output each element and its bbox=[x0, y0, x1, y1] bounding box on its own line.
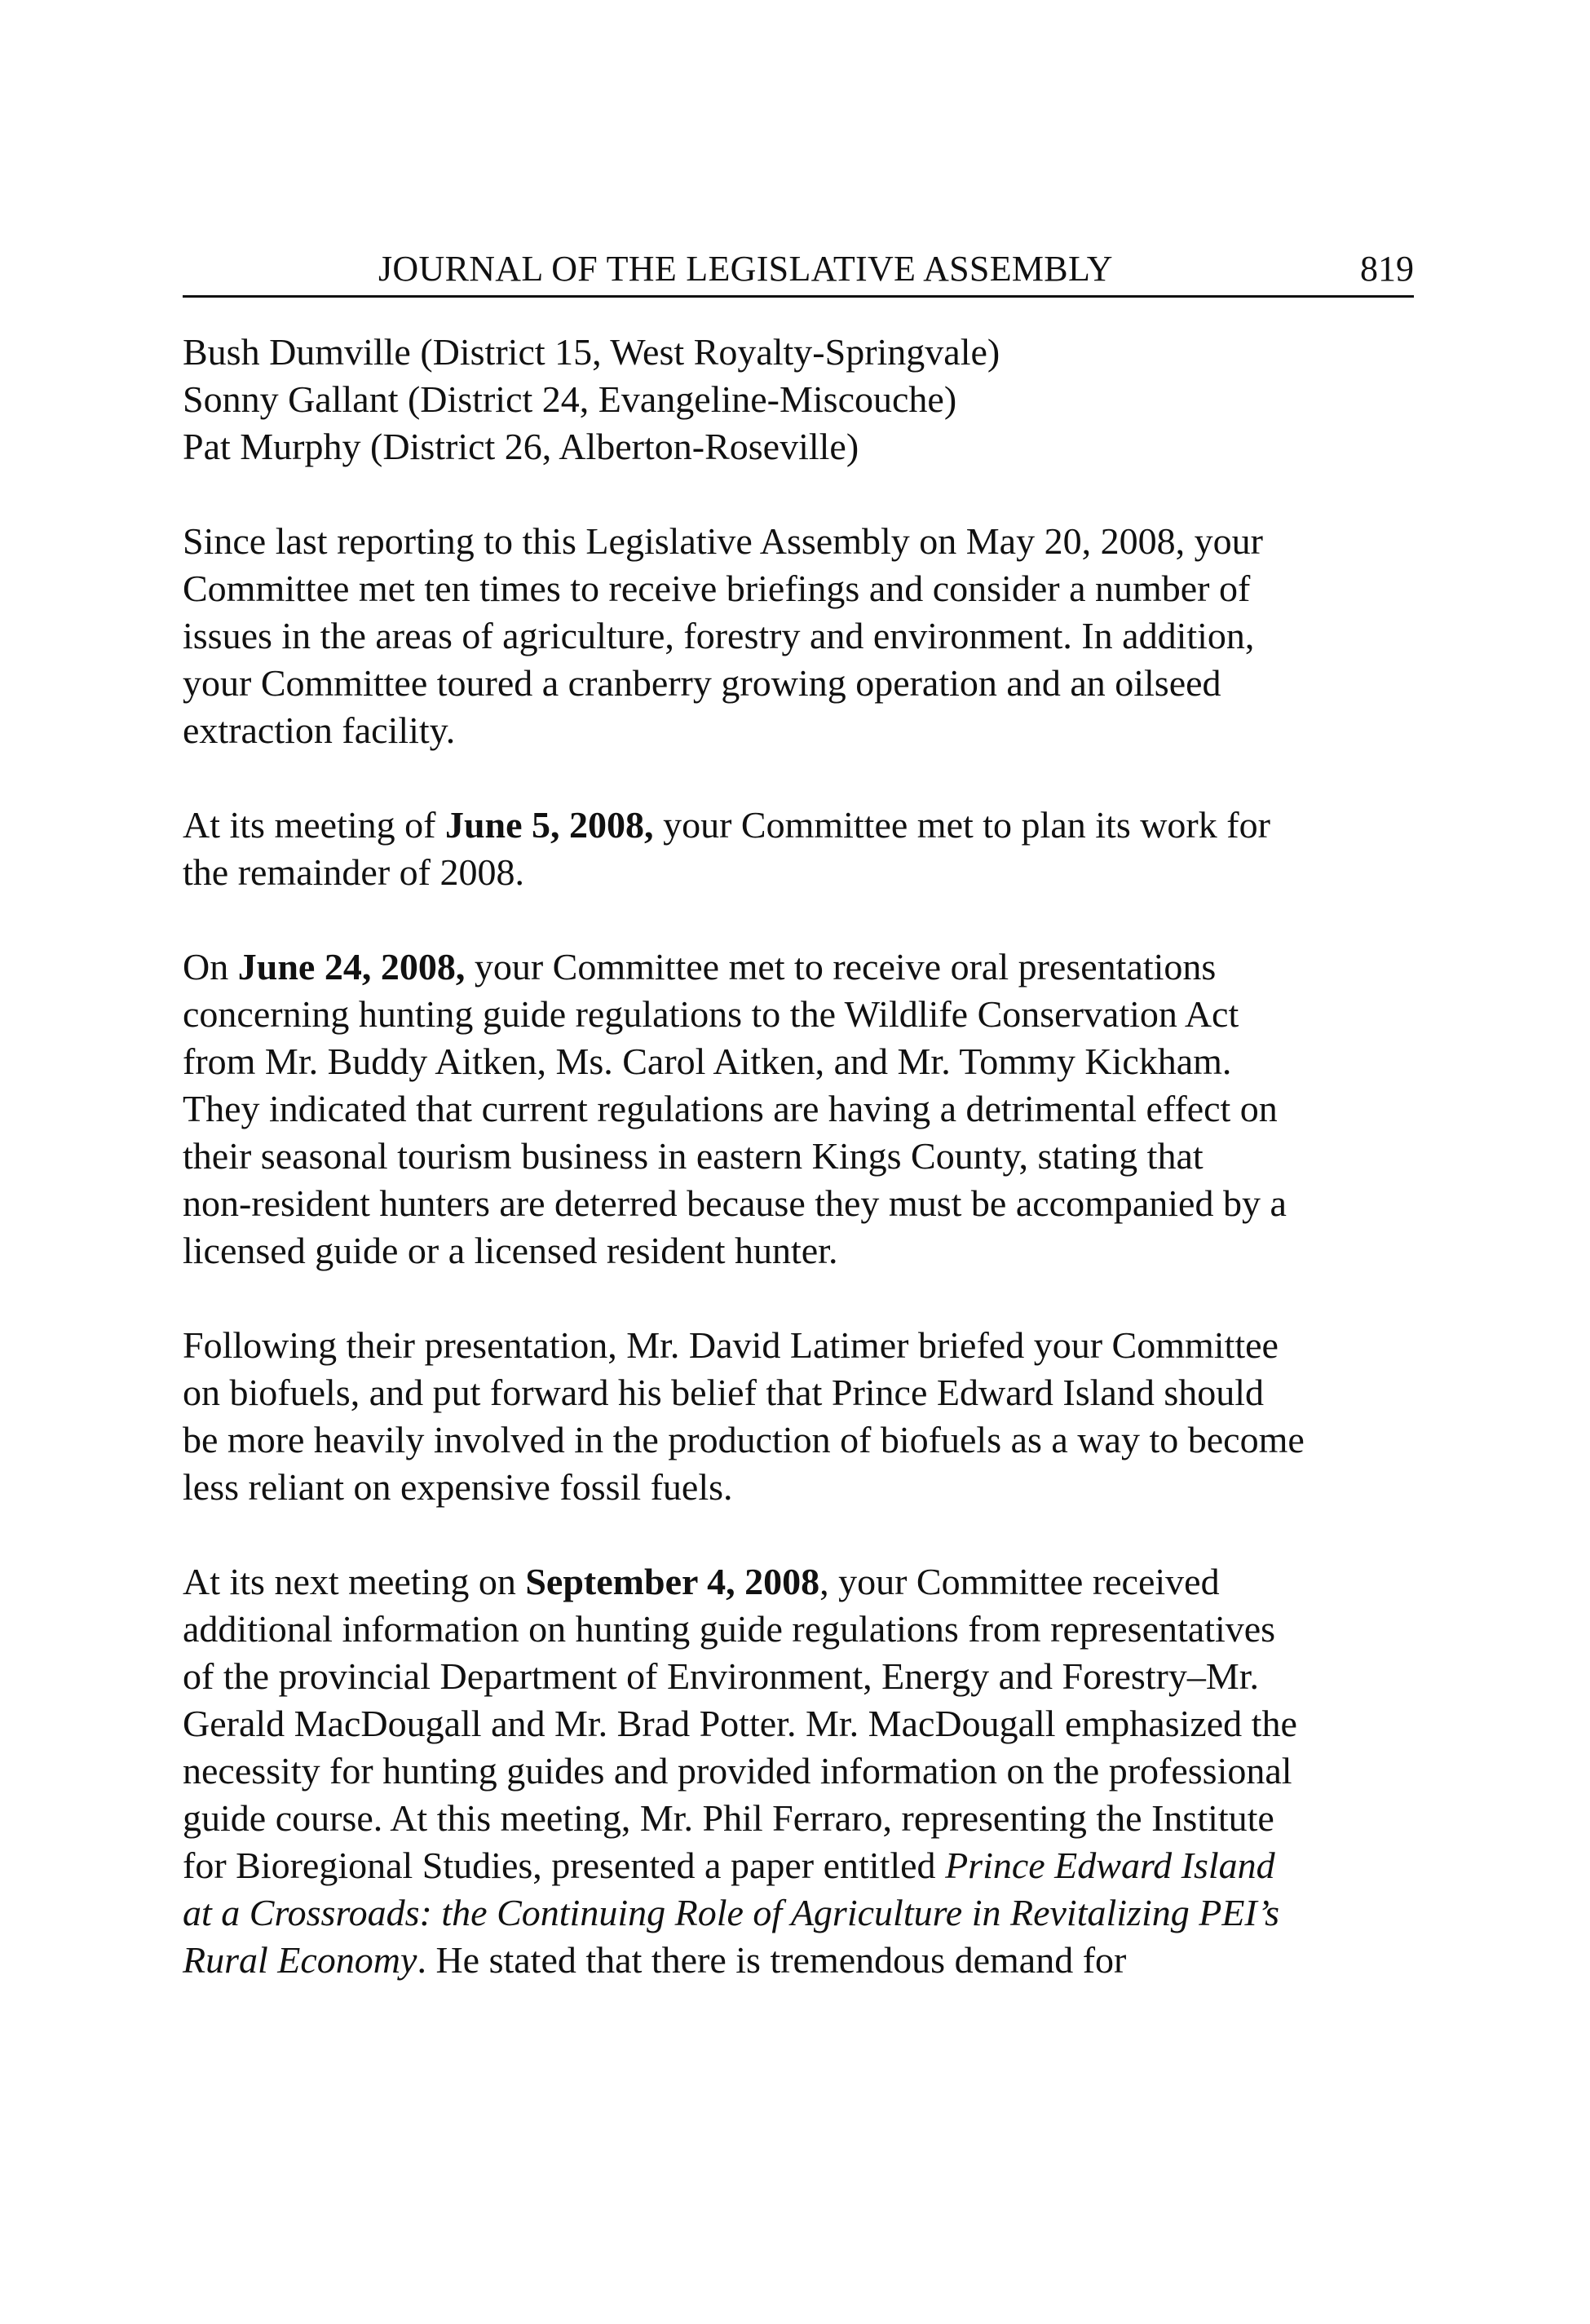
text-line: the remainder of 2008. bbox=[183, 851, 524, 893]
page-body bbox=[183, 329, 1414, 1984]
text-line: At its next meeting on September 4, 2008, your Committee received bbox=[183, 1561, 1220, 1602]
text-line: licensed guide or a licensed resident hunter. bbox=[183, 1230, 838, 1271]
member-item: Sonny Gallant (District 24, Evangeline-Miscouche) bbox=[183, 378, 957, 420]
text-line: from Mr. Buddy Aitken, Ms. Carol Aitken, and Mr. Tommy Kickham. bbox=[183, 1040, 1232, 1082]
text-line: additional information on hunting guide regulations from representatives bbox=[183, 1608, 1276, 1650]
member-item: Pat Murphy (District 26, Alberton-Roseville) bbox=[183, 426, 859, 467]
text-line bbox=[183, 1889, 1414, 1937]
text-line: extraction facility. bbox=[183, 709, 456, 751]
text-line: necessity for hunting guides and provided information on the professional bbox=[183, 1750, 1292, 1792]
paragraph-september-4 bbox=[183, 1558, 1414, 1984]
committee-member-list bbox=[183, 329, 1414, 471]
text-line: your Committee toured a cranberry growing operation and an oilseed bbox=[183, 662, 1221, 704]
meeting-date: June 5, 2008, bbox=[444, 804, 654, 846]
text-line: less reliant on expensive fossil fuels. bbox=[183, 1466, 733, 1508]
text-line: issues in the areas of agriculture, forestry and environment. In addition, bbox=[183, 615, 1255, 656]
text-line: At its meeting of June 5, 2008, your Committee met to plan its work for bbox=[183, 804, 1270, 846]
text-line: concerning hunting guide regulations to the Wildlife Conservation Act bbox=[183, 993, 1239, 1035]
paper-title: Rural Economy bbox=[183, 1939, 417, 1981]
meeting-date: September 4, 2008 bbox=[525, 1561, 820, 1602]
text-line: Committee met ten times to receive briefings and consider a number of bbox=[183, 568, 1251, 609]
text-line: on biofuels, and put forward his belief that Prince Edward Island should bbox=[183, 1372, 1265, 1413]
text-line: guide course. At this meeting, Mr. Phil Ferraro, representing the Institute bbox=[183, 1797, 1274, 1839]
text-line: of the provincial Department of Environment, Energy and Forestry–Mr. bbox=[183, 1655, 1260, 1697]
journal-page bbox=[183, 245, 1414, 2031]
text-line: for Bioregional Studies, presented a paper entitled Prince Edward Island bbox=[183, 1845, 1275, 1886]
text-line: Following their presentation, Mr. David Latimer briefed your Committee bbox=[183, 1324, 1279, 1366]
journal-title: JOURNAL OF THE LEGISLATIVE ASSEMBLY bbox=[378, 249, 1113, 289]
page-number: 819 bbox=[1360, 249, 1414, 289]
paragraph-reporting-summary bbox=[183, 518, 1414, 754]
text-line: be more heavily involved in the production of biofuels as a way to become bbox=[183, 1419, 1305, 1460]
text-line: non-resident hunters are deterred because they must be accompanied by a bbox=[183, 1182, 1287, 1224]
text-line: On June 24, 2008, your Committee met to receive oral presentations bbox=[183, 946, 1217, 987]
paper-title: Prince Edward Island bbox=[945, 1845, 1275, 1886]
text-line: Rural Economy. He stated that there is tremendous demand for bbox=[183, 1939, 1127, 1981]
meeting-date: June 24, 2008, bbox=[237, 946, 466, 987]
text-line: their seasonal tourism business in eastern Kings County, stating that bbox=[183, 1135, 1204, 1177]
member-item: Bush Dumville (District 15, West Royalty-Springvale) bbox=[183, 331, 1000, 373]
paragraph-biofuels bbox=[183, 1322, 1414, 1511]
text-line: They indicated that current regulations are having a detrimental effect on bbox=[183, 1088, 1278, 1129]
text-line: Since last reporting to this Legislative Assembly on May 20, 2008, your bbox=[183, 520, 1263, 562]
paragraph-june-5 bbox=[183, 802, 1414, 896]
running-header bbox=[183, 245, 1414, 298]
paper-title: at a Crossroads: the Continuing Role of Agriculture in Revitalizing PEI’s bbox=[183, 1892, 1280, 1933]
text-line: Gerald MacDougall and Mr. Brad Potter. Mr. MacDougall emphasized the bbox=[183, 1703, 1297, 1744]
paragraph-june-24 bbox=[183, 943, 1414, 1275]
